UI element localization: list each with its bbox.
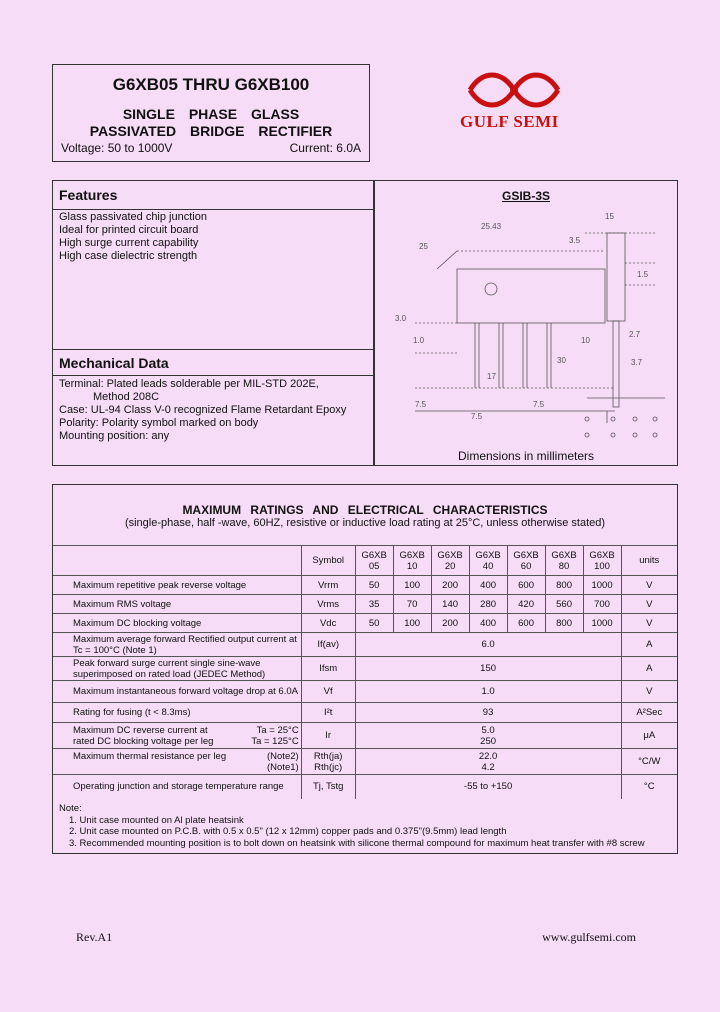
ratings-subtitle: (single-phase, half -wave, 60HZ, resistive or inductive load rating at 25°C, unless otherwise stated) [124, 517, 606, 529]
list-item: Case: UL-94 Class V-0 recognized Flame Retardant Epoxy [59, 404, 347, 416]
dim-label: 7.5 [533, 400, 545, 409]
website-link[interactable]: www.gulfsemi.com [542, 930, 636, 944]
dim-label: 30 [557, 356, 566, 365]
table-row: Maximum thermal resistance per leg (Note2) (Note1) Rth(ja) Rth(jc) 22.0 4.2 °C/W [53, 749, 677, 775]
subtitle-line-2: PASSIVATED BRIDGE RECTIFIER [89, 123, 333, 139]
ratings-title: MAXIMUM RATINGS AND ELECTRICAL CHARACTERISTICS [182, 503, 548, 517]
header-col: G6XB 100 [583, 546, 621, 576]
ratings-table [53, 545, 677, 799]
note-item: 1. Unit case mounted on Al plate heatsink [69, 814, 244, 826]
part-number-title: G6XB05 THRU G6XB100 [112, 75, 310, 94]
list-item: Glass passivated chip junction [59, 211, 207, 223]
header-col: G6XB 60 [507, 546, 545, 576]
table-row: Maximum average forward Rectified output current at Tc = 100°C (Note 1) If(av) 6.0 A [53, 633, 677, 657]
dim-label: 25 [419, 242, 428, 251]
table-row: Rating for fusing (t < 8.3ms) I²t 93 A²Sec [53, 703, 677, 723]
mechanical-list [59, 378, 346, 443]
dim-label: 7.5 [471, 412, 483, 421]
table-row: Maximum instantaneous forward voltage drop at 6.0A Vf 1.0 V [53, 681, 677, 703]
header-col: G6XB 20 [431, 546, 469, 576]
package-outline-drawing [375, 203, 677, 445]
list-item: Method 208C [93, 391, 160, 403]
revision-label: Rev.A1 [76, 930, 113, 944]
dim-label: 3.5 [569, 236, 581, 245]
logo-text: GULF SEMI [460, 112, 559, 131]
package-name: GSIB-3S [501, 189, 550, 203]
dim-label: 3.0 [395, 314, 407, 323]
table-header-row [53, 546, 677, 576]
header-col: G6XB 10 [393, 546, 431, 576]
list-item: Mounting position: any [59, 430, 170, 442]
list-item: Terminal: Plated leads solderable per MIL-STD 202E, [59, 378, 319, 390]
package-panel [374, 180, 678, 466]
features-panel [52, 180, 374, 466]
dim-label: 3.7 [631, 358, 643, 367]
table-row: Operating junction and storage temperature range Tj, Tstg -55 to +150 °C [53, 775, 677, 799]
note-item: 3. Recommended mounting position is to bolt down on heatsink with silicone thermal compound for maximum heat transfer with #8 screw [69, 837, 645, 849]
voltage-range: Voltage: 50 to 1000V [61, 141, 173, 155]
ratings-panel [52, 484, 678, 854]
mechanical-heading: Mechanical Data [59, 355, 169, 371]
dim-label: 7.5 [415, 400, 427, 409]
list-item: High surge current capability [59, 237, 199, 249]
title-box [52, 64, 370, 162]
list-item: High case dielectric strength [59, 250, 198, 262]
features-heading: Features [59, 187, 118, 203]
subtitle-line-1: SINGLE PHASE GLASS [122, 106, 300, 122]
note-heading: Note: [59, 803, 82, 814]
header-col: G6XB 40 [469, 546, 507, 576]
table-row: Maximum RMS voltage Vrms 35 70 140 280 420 560 700 V [53, 595, 677, 614]
note-item: 2. Unit case mounted on P.C.B. with 0.5 x 0.5" (12 x 12mm) copper pads and 0.375"(9.5mm) lead length [69, 826, 507, 837]
dim-label: 25.43 [481, 222, 502, 231]
dim-label: 2.7 [629, 330, 641, 339]
notes-block [59, 803, 645, 849]
dim-label: 17 [487, 372, 496, 381]
current-rating: Current: 6.0A [289, 141, 361, 155]
features-list [59, 211, 207, 263]
table-row: Maximum DC reverse current at Ta = 25°C rated DC blocking voltage per leg Ta = 125°C Ir 5.0 250 μA [53, 723, 677, 749]
dim-label: 10 [581, 336, 590, 345]
header-units: units [621, 546, 677, 576]
package-dimensions-note: Dimensions in millimeters [457, 449, 595, 463]
header-col: G6XB 05 [355, 546, 393, 576]
table-row: Maximum DC blocking voltage Vdc 50 100 200 400 600 800 1000 V [53, 614, 677, 633]
list-item: Ideal for printed circuit board [59, 224, 199, 236]
header-symbol: Symbol [301, 546, 355, 576]
dim-label: 15 [605, 212, 614, 221]
table-row: Maximum repetitive peak reverse voltage Vrrm 50 100 200 400 600 800 1000 V [53, 576, 677, 595]
dim-label: 1.5 [637, 270, 649, 279]
list-item: Polarity: Polarity symbol marked on body [59, 417, 259, 429]
header-col: G6XB 80 [545, 546, 583, 576]
table-row: Peak forward surge current single sine-wave superimposed on rated load (JEDEC Method) Ifsm 150 A [53, 657, 677, 681]
dim-label: 1.0 [413, 336, 425, 345]
